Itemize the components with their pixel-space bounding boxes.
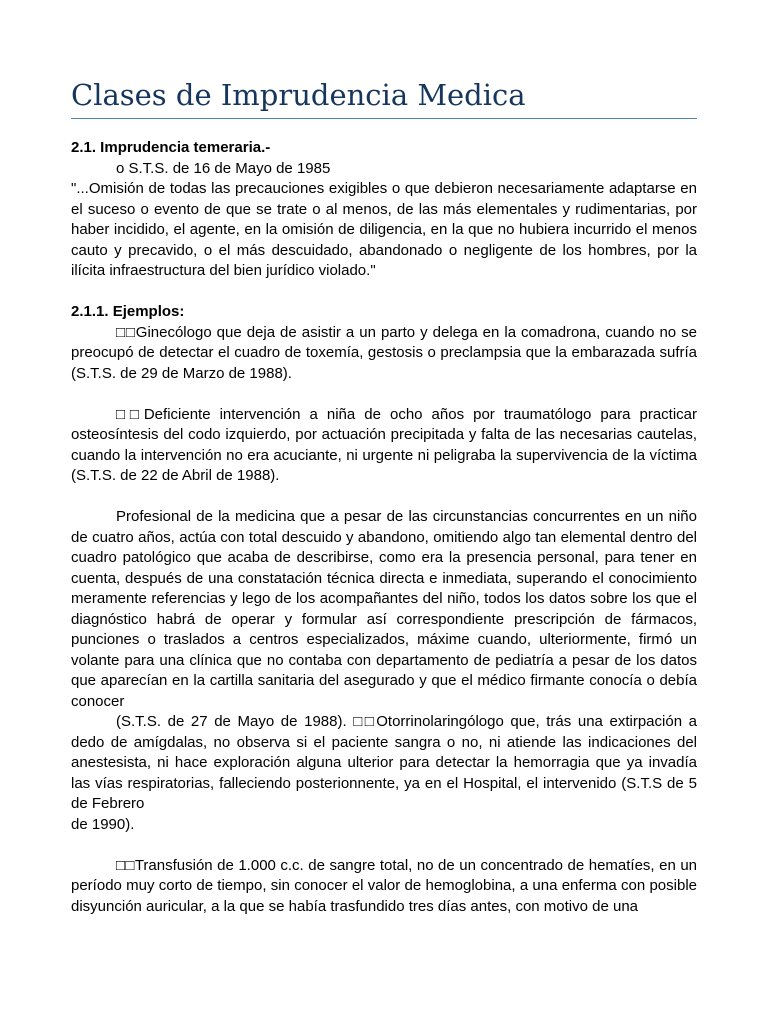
example-paragraph-ginecologo: □□Ginecólogo que deja de asistir a un parto y delega en la comadrona, cuando no se preocupó de detectar el cuadro de toxemía, gestosis o preclampsia que la embarazada sufría (S.T.S. de 29 de Marzo de 1988). xyxy=(71,323,697,382)
document-page xyxy=(71,0,697,917)
example-paragraph-date-continuation: de 1990). xyxy=(71,815,135,833)
example-paragraph-deficiente-intervencion: □□Deficiente intervención a niña de ocho años por traumatólogo para practicar osteosíntesis del codo izquierdo, por actuación precipitada y falta de las necesarias cautelas, cuando la intervención no era acuciante, ni urgente ni peligraba la supervivencia de la víctima (S.T.S. de 22 de Abril de 1988). xyxy=(71,405,697,484)
page-title: Clases de Imprudencia Medica xyxy=(71,76,697,119)
citation-line: o S.T.S. de 16 de Mayo de 1985 xyxy=(116,159,331,177)
section-heading-ejemplos: 2.1.1. Ejemplos: xyxy=(71,303,185,320)
example-paragraph-otorrinolaringologo: (S.T.S. de 27 de Mayo de 1988). □□Otorrinolaringólogo que, trás una extirpación a dedo de amígdalas, no observa si el paciente sangra o no, ni atiende las indicaciones del anestesista, ni hace exploración alguna ulterior para detectar la hemorragia que ya invadía las vías respiratorias, falleciendo posterionnente, ya en el Hospital, el intervenido (S.T.S de 5 de Febrero xyxy=(71,713,697,812)
quote-paragraph: "...Omisión de todas las precauciones exigibles o que debieron necesariamente adaptarse en el suceso o evento de que se trate o al menos, de las más elementales y rudimentarias, por haber incidido, el agente, en la omisión de diligencia, en la que no hubiera incurrido el menos cauto y precavido, o el más descuidado, abandonado o negligente de los hombres, por la ilícita infraestructura del bien jurídico violado." xyxy=(71,180,697,279)
example-paragraph-profesional-medicina: Profesional de la medicina que a pesar de las circunstancias concurrentes en un niño de cuatro años, actúa con total descuido y abandono, omitiendo algo tan elemental dentro del cuadro patológico que acaba de describirse, como era la presencia personal, para tener en cuenta, después de una constatación técnica directa e inmediata, superando el conocimiento meramente referencias y lego de los acompañantes del niño, todos los datos sobre los que el diagnóstico habrá de operar y formular así correspondiente prescripción de fármacos, punciones o traslados a centros especializados, máxime cuando, ulteriormente, firmó un volante para una clínica que no contaba con departamento de pediatría a pesar de los datos que aparecían en la cartilla sanitaria del asegurado y que el médico firmante conocía o debía conocer xyxy=(71,508,697,710)
example-paragraph-transfusion: □□Transfusión de 1.000 c.c. de sangre total, no de un concentrado de hematíes, en un período muy corto de tiempo, sin conocer el valor de hemoglobina, a una enferma con posible disyunción auricular, a la que se había trasfundido tres días antes, con motivo de una xyxy=(71,856,697,915)
section-heading-imprudencia-temeraria: 2.1. Imprudencia temeraria.- xyxy=(71,139,271,156)
